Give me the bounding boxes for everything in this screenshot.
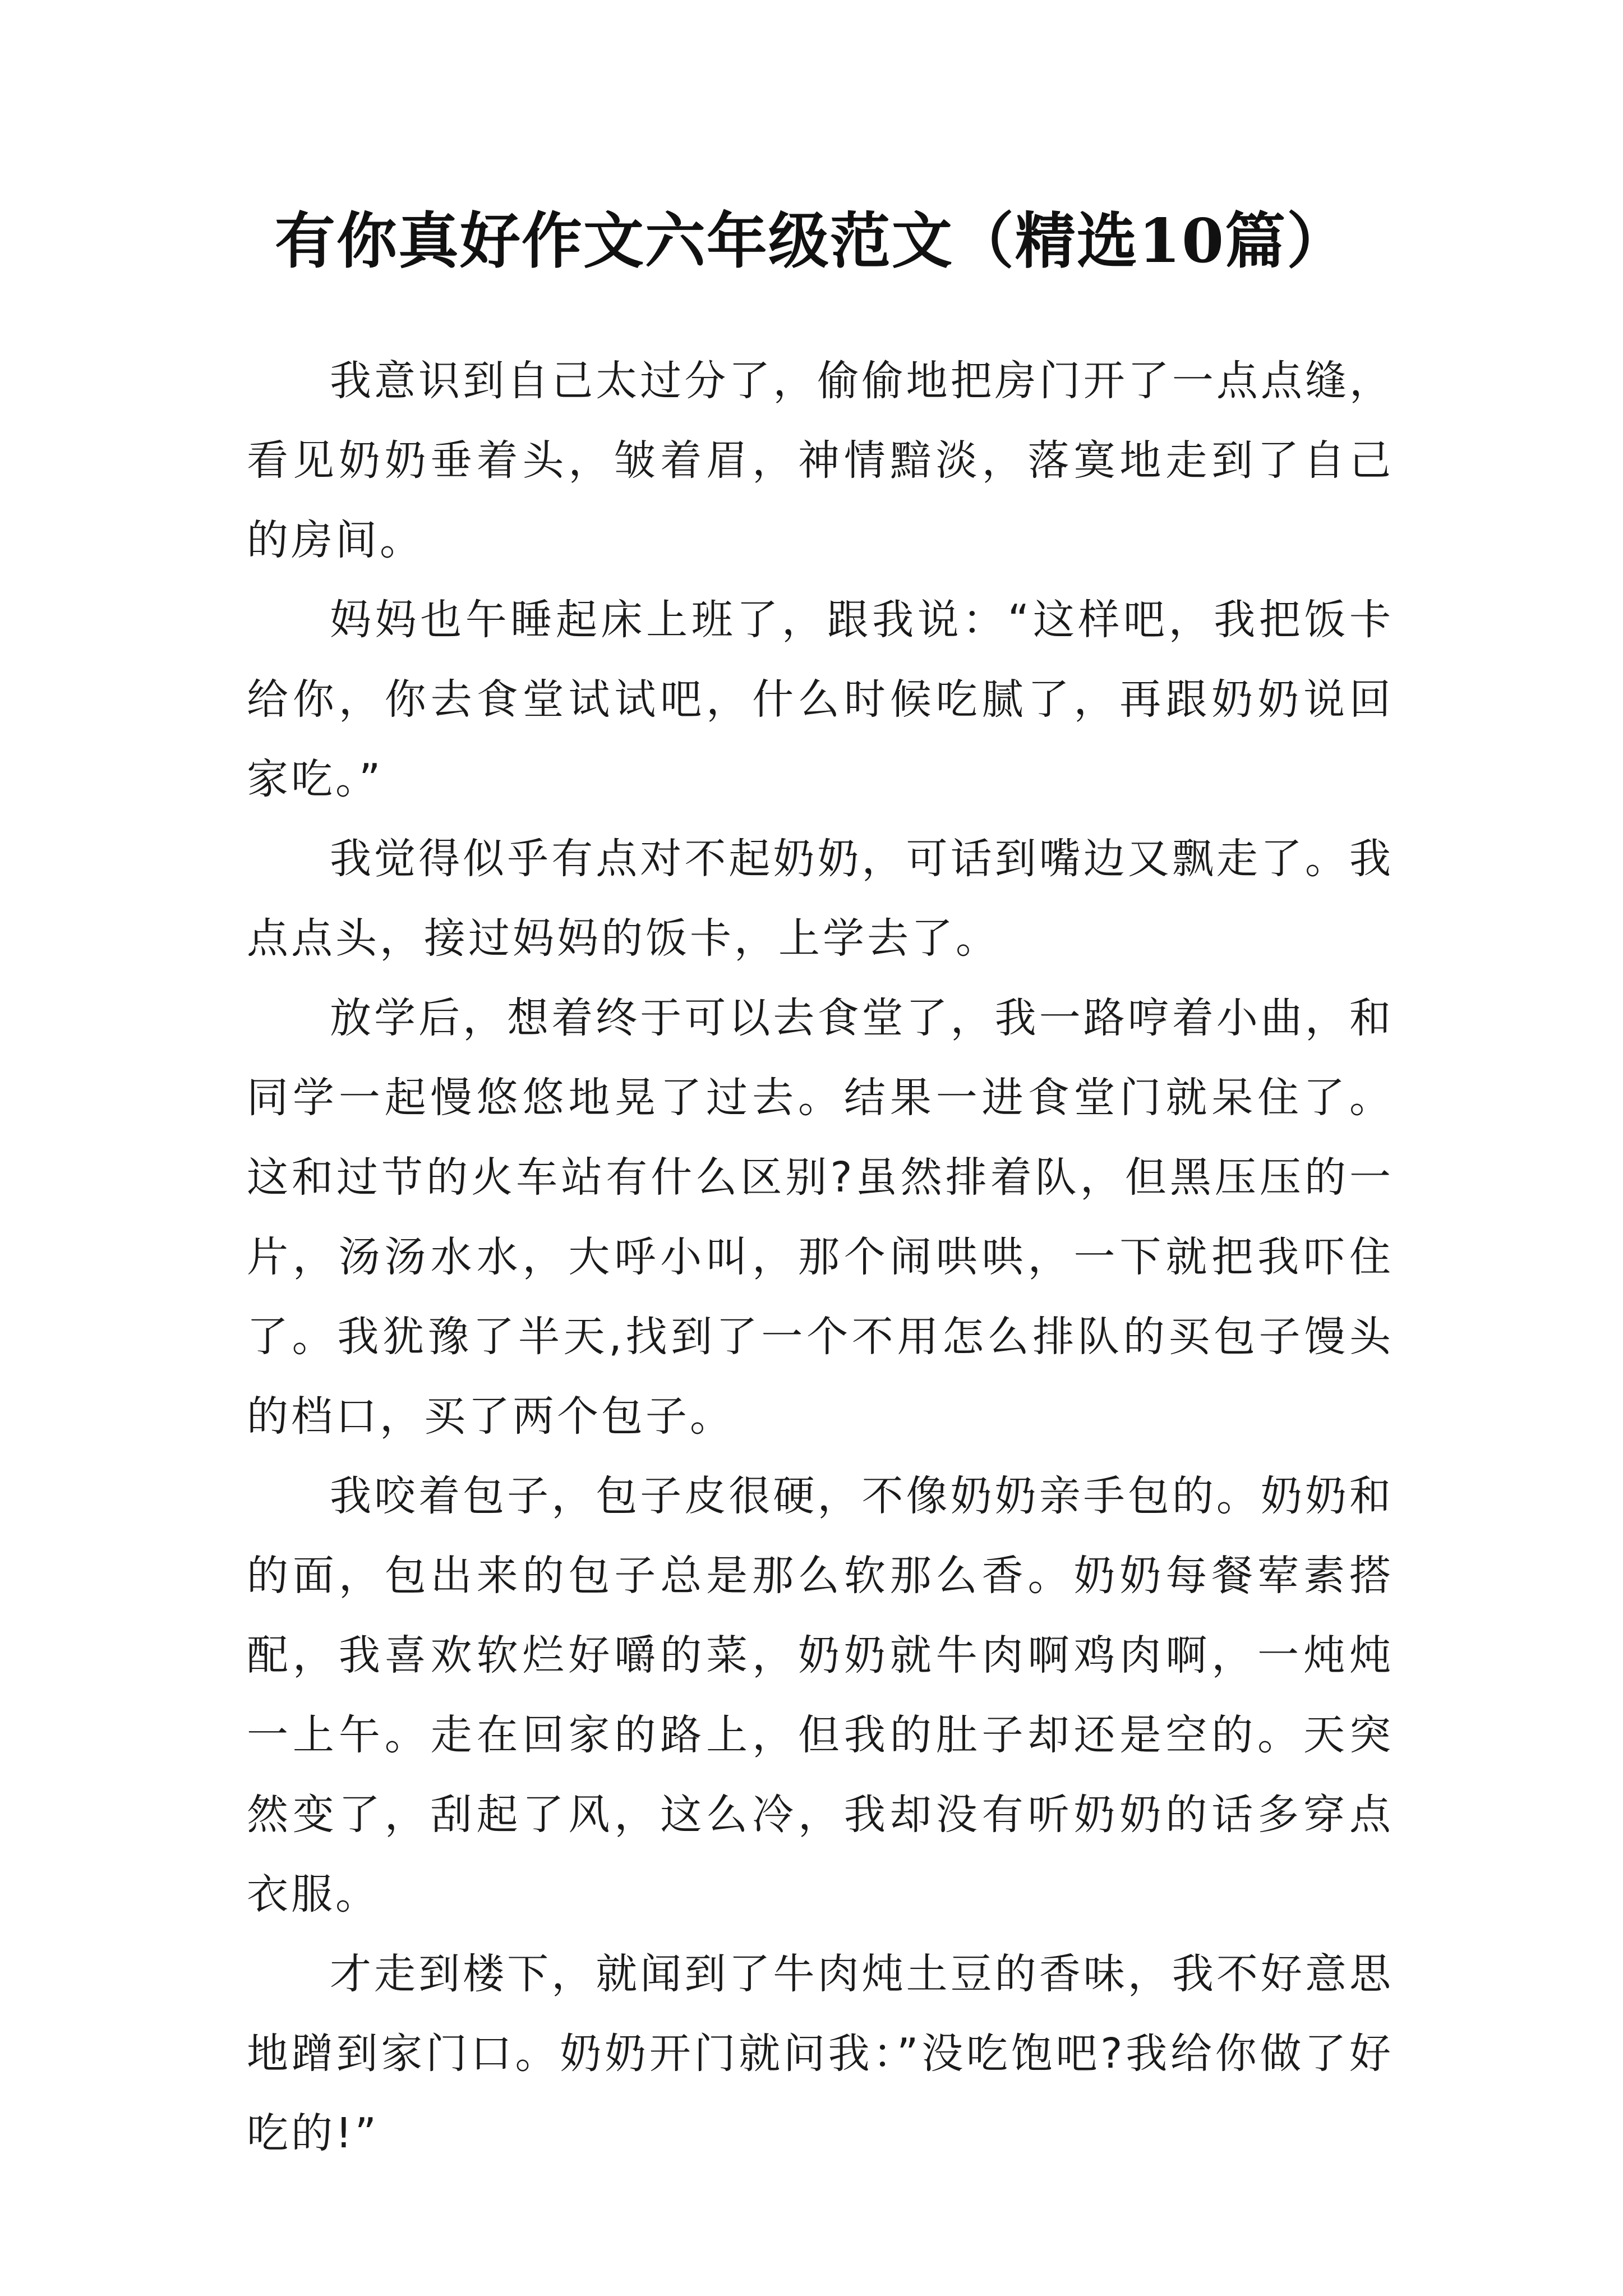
document-body <box>247 341 1394 2173</box>
paragraph-2: 妈妈也午睡起床上班了，跟我说：“这样吧，我把饭卡给你，你去食堂试试吧，什么时候吃腻了，再跟奶奶说回家吃。” <box>247 596 1394 803</box>
document-title: 有你真好作文六年级范文（精选10篇） <box>274 206 1349 277</box>
paragraph-3: 我觉得似乎有点对不起奶奶，可话到嘴边又飘走了。我点点头，接过妈妈的饭卡，上学去了。 <box>247 835 1394 963</box>
paragraph-5: 我咬着包子，包子皮很硬，不像奶奶亲手包的。奶奶和的面，包出来的包子总是那么软那么香。奶奶每餐荤素搭配，我喜欢软烂好嚼的菜，奶奶就牛肉啊鸡肉啊，一炖炖一上午。走在回家的路上，但我的肚子却还是空的。天突然变了，刮起了风，这么冷，我却没有听奶奶的话多穿点衣服。 <box>247 1472 1394 1918</box>
paragraph-4: 放学后，想着终于可以去食堂了，我一路哼着小曲，和同学一起慢悠悠地晃了过去。结果一进食堂门就呆住了。这和过节的火车站有什么区别?虽然排着队，但黑压压的一片，汤汤水水，大呼小叫，那个闹哄哄，一下就把我吓住了。我犹豫了半天,找到了一个不用怎么排队的买包子馒头的档口，买了两个包子。 <box>247 994 1394 1441</box>
paragraph-1: 我意识到自己太过分了，偷偷地把房门开了一点点缝，看见奶奶垂着头，皱着眉，神情黯淡，落寞地走到了自己的房间。 <box>247 357 1394 564</box>
paragraph-6: 才走到楼下，就闻到了牛肉炖土豆的香味，我不好意思地蹭到家门口。奶奶开门就问我：”没吃饱吧?我给你做了好吃的!” <box>247 1950 1394 2157</box>
